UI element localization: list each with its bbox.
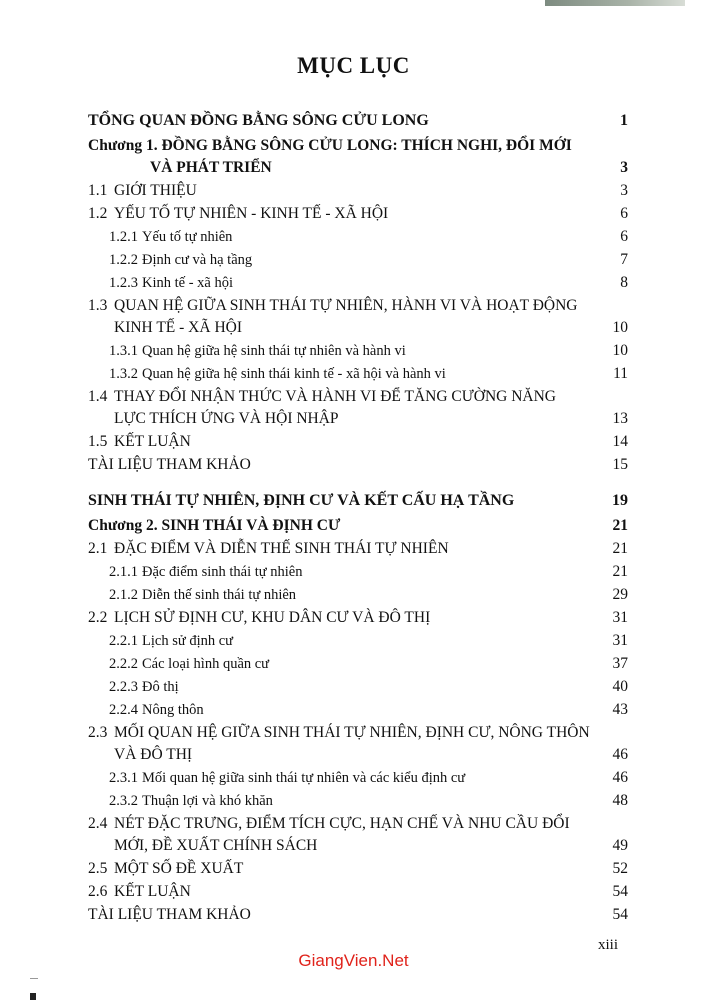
toc-entry-page: 13 — [612, 410, 628, 427]
toc-entry-line: TỔNG QUAN ĐỒNG BẰNG SÔNG CỬU LONG — [88, 112, 429, 129]
toc-entry — [88, 561, 628, 583]
toc-entry — [88, 340, 628, 362]
toc-entry-page: 52 — [612, 860, 628, 877]
toc-entry — [88, 858, 628, 880]
toc-entry-line: SINH THÁI TỰ NHIÊN, ĐỊNH CƯ VÀ KẾT CẤU HẠ TẦNG — [88, 492, 515, 509]
toc-entry-line: LỰC THÍCH ỨNG VÀ HỘI NHẬP — [114, 410, 339, 427]
toc-entry — [88, 584, 628, 606]
toc-entry — [88, 790, 628, 812]
toc-entry — [88, 653, 628, 675]
toc-entry-page: 7 — [620, 251, 628, 268]
toc-entry-page: 14 — [612, 433, 628, 450]
toc-entry — [88, 538, 628, 560]
toc-entry-line: QUAN HỆ GIỮA SINH THÁI TỰ NHIÊN, HÀNH VI VÀ HOẠT ĐỘNG — [114, 297, 578, 314]
toc-entry-number: 1.2 — [88, 205, 108, 222]
toc-entry-number: 1.3 — [88, 297, 108, 314]
toc-entry-page: 10 — [612, 342, 628, 359]
toc-entry-number: 2.1.2 — [109, 587, 138, 603]
toc-entry-line: ĐẶC ĐIỂM VÀ DIỄN THẾ SINH THÁI TỰ NHIÊN — [114, 540, 449, 557]
toc-entry-number: 1.2.2 — [109, 252, 138, 268]
toc-entry-page: 37 — [612, 655, 628, 672]
toc-entry-page: 54 — [612, 883, 628, 900]
toc-entry-title — [88, 110, 594, 132]
toc-entry-line: Diễn thế sinh thái tự nhiên — [142, 587, 297, 603]
toc-entry — [88, 904, 628, 926]
toc-entry-title — [88, 363, 594, 385]
toc-entry-number: 2.6 — [88, 883, 108, 900]
toc-entry — [88, 722, 628, 766]
toc-entry-line: Các loại hình quần cư — [142, 656, 270, 672]
toc-entry-line: MỐI QUAN HỆ GIỮA SINH THÁI TỰ NHIÊN, ĐỊNH CƯ, NÔNG THÔN — [114, 724, 590, 741]
toc-entry-line: Đô thị — [142, 679, 179, 695]
toc-entry-page: 21 — [612, 517, 628, 534]
toc-entry-title — [88, 454, 594, 476]
toc-entry — [88, 226, 628, 248]
toc-entry-title — [88, 249, 594, 271]
toc-entry — [88, 630, 628, 652]
toc-entry-page: 19 — [612, 492, 628, 509]
toc-entry-line: Định cư và hạ tầng — [142, 252, 253, 268]
toc-entry-title — [88, 858, 594, 880]
toc-entry — [88, 135, 628, 179]
toc-entry — [88, 363, 628, 385]
toc-entry-title — [88, 515, 594, 537]
scan-edge-artifact — [545, 0, 685, 6]
toc-entry-number: 1.3.2 — [109, 366, 138, 382]
toc-entry-page: 3 — [620, 159, 628, 176]
toc-entry-title — [88, 607, 594, 629]
toc-entry-line: Thuận lợi và khó khăn — [142, 793, 273, 809]
toc-entry-line: THAY ĐỔI NHẬN THỨC VÀ HÀNH VI ĐỂ TĂNG CƯỜNG NĂNG — [114, 388, 556, 405]
page-title: MỤC LỤC — [297, 53, 410, 78]
toc-entry-page: 43 — [612, 701, 628, 718]
toc-entry-title — [88, 180, 594, 202]
toc-entry-number: 2.2 — [88, 609, 108, 626]
toc-entry-line: YẾU TỐ TỰ NHIÊN - KINH TẾ - XÃ HỘI — [114, 205, 389, 222]
scan-margin-artifact — [30, 978, 38, 979]
toc-entry-line: MỘT SỐ ĐỀ XUẤT — [114, 860, 244, 877]
toc-entry-line: Yếu tố tự nhiên — [142, 229, 233, 245]
toc-entry — [88, 881, 628, 903]
toc-entry-number: 1.1 — [88, 182, 108, 199]
toc-entry-title — [88, 630, 594, 652]
toc-entry — [88, 249, 628, 271]
toc-entry-number: 2.4 — [88, 815, 108, 832]
toc-entry-title — [88, 203, 594, 225]
toc-entry-title — [88, 653, 594, 675]
toc-entry — [88, 431, 628, 453]
toc-entry-line: KINH TẾ - XÃ HỘI — [114, 319, 242, 336]
toc-entry-page: 6 — [620, 205, 628, 222]
toc-entry-page: 48 — [612, 792, 628, 809]
toc-entry-number: 1.2.3 — [109, 275, 138, 291]
toc-entry-page: 31 — [612, 609, 628, 626]
toc-entry-title — [88, 813, 594, 857]
toc-entry-title — [88, 790, 594, 812]
toc-entry-line: Chương 1. ĐỒNG BẰNG SÔNG CỬU LONG: THÍCH NGHI, ĐỔI MỚI — [88, 137, 572, 154]
toc-entry-title — [88, 722, 594, 766]
toc-entry — [88, 386, 628, 430]
toc-entry-number: 2.2.2 — [109, 656, 138, 672]
toc-entry — [88, 699, 628, 721]
toc-entry-page: 49 — [612, 837, 628, 854]
toc-entry — [88, 203, 628, 225]
toc-entry-number: 1.2.1 — [109, 229, 138, 245]
toc-entry-title — [88, 340, 594, 362]
toc-entry-line: TÀI LIỆU THAM KHẢO — [88, 906, 251, 923]
toc-entry-page: 40 — [612, 678, 628, 695]
toc-entry-number: 2.2.3 — [109, 679, 138, 695]
toc-entry-page: 21 — [612, 563, 628, 580]
toc-entry-title — [88, 295, 594, 339]
toc-entry-number: 2.1.1 — [109, 564, 138, 580]
scan-margin-artifact — [30, 993, 36, 1000]
toc-entry-page: 31 — [612, 632, 628, 649]
toc-entry — [88, 454, 628, 476]
toc-entry-title — [88, 272, 594, 294]
toc-entry-line: GIỚI THIỆU — [114, 182, 197, 199]
toc-entry-page: 6 — [620, 228, 628, 245]
toc-entry-line: NÉT ĐẶC TRƯNG, ĐIỂM TÍCH CỰC, HẠN CHẾ VÀ NHU CẦU ĐỔI — [114, 815, 570, 832]
toc-entry-page: 15 — [612, 456, 628, 473]
toc-entry-title — [88, 881, 594, 903]
toc-entry-line: Kinh tế - xã hội — [142, 275, 234, 291]
toc-entry-number: 2.2.4 — [109, 702, 138, 718]
toc-entry — [88, 767, 628, 789]
toc-entry-line: KẾT LUẬN — [114, 433, 191, 450]
toc-entry-title — [88, 386, 594, 430]
toc-entry-line: Quan hệ giữa hệ sinh thái tự nhiên và hành vi — [142, 343, 406, 359]
toc-entry-title — [88, 135, 594, 179]
toc-entry-title — [88, 538, 594, 560]
toc-entry — [88, 676, 628, 698]
toc-entry — [88, 180, 628, 202]
toc-entry-number: 1.4 — [88, 388, 108, 405]
toc-entry-title — [88, 561, 594, 583]
toc-entry — [88, 515, 628, 537]
toc-entry-line: VÀ PHÁT TRIỂN — [150, 159, 272, 176]
toc-entry-line: Đặc điểm sinh thái tự nhiên — [142, 564, 303, 580]
toc-entry-page: 54 — [612, 906, 628, 923]
toc-entry-line: Mối quan hệ giữa sinh thái tự nhiên và các kiểu định cư — [142, 770, 466, 786]
toc-entry-title — [88, 676, 594, 698]
toc-entry-title — [88, 904, 594, 926]
toc-entry-number: 2.2.1 — [109, 633, 138, 649]
toc-entry — [88, 607, 628, 629]
toc-entry-title — [88, 226, 594, 248]
toc-entry — [88, 110, 628, 132]
toc-entry-line: KẾT LUẬN — [114, 883, 191, 900]
page-number: xiii — [598, 937, 619, 953]
toc-entry-title — [88, 584, 594, 606]
toc-entry-page: 46 — [612, 746, 628, 763]
toc-entry-title — [88, 699, 594, 721]
toc-entry-page: 3 — [620, 182, 628, 199]
toc-entry-number: 2.3.2 — [109, 793, 138, 809]
toc-entry-line: Chương 2. SINH THÁI VÀ ĐỊNH CƯ — [88, 517, 341, 534]
toc-entry-page: 1 — [620, 112, 628, 129]
toc-entry-line: Lịch sử định cư — [142, 633, 234, 649]
toc-entry-page: 10 — [612, 319, 628, 336]
toc-entry-number: 2.1 — [88, 540, 108, 557]
toc-entry-title — [88, 490, 594, 512]
toc-entry-number: 1.3.1 — [109, 343, 138, 359]
toc-entry-number: 2.3 — [88, 724, 108, 741]
toc-entry-page: 21 — [612, 540, 628, 557]
toc-entry-number: 1.5 — [88, 433, 108, 450]
watermark: GiangVien.Net — [298, 951, 409, 970]
toc-entry-page: 8 — [620, 274, 628, 291]
toc-entry — [88, 295, 628, 339]
toc-entry-number: 2.3.1 — [109, 770, 138, 786]
toc-entry-page: 11 — [613, 365, 628, 382]
toc-entry-title — [88, 431, 594, 453]
toc-entry — [88, 490, 628, 512]
toc-entry-page: 29 — [612, 586, 628, 603]
toc-entry-title — [88, 767, 594, 789]
toc-entry-line: MỚI, ĐỀ XUẤT CHÍNH SÁCH — [114, 837, 318, 854]
toc-entry — [88, 813, 628, 857]
toc-entry-line: Nông thôn — [142, 702, 204, 718]
toc-entry-line: LỊCH SỬ ĐỊNH CƯ, KHU DÂN CƯ VÀ ĐÔ THỊ — [114, 609, 431, 626]
toc-entry-number: 2.5 — [88, 860, 108, 877]
toc-entry-page: 46 — [612, 769, 628, 786]
toc-entry-line: TÀI LIỆU THAM KHẢO — [88, 456, 251, 473]
table-of-contents — [88, 110, 628, 926]
toc-entry — [88, 272, 628, 294]
toc-entry-line: VÀ ĐÔ THỊ — [114, 746, 193, 763]
toc-entry-line: Quan hệ giữa hệ sinh thái kinh tế - xã hội và hành vi — [142, 366, 446, 382]
